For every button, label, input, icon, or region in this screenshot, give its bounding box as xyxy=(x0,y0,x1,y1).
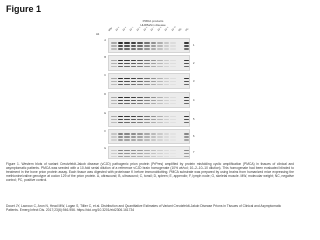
blot-band xyxy=(118,66,124,68)
blot-band xyxy=(137,97,143,99)
lane-label: 10⁻⁵ xyxy=(135,26,142,32)
blot-band xyxy=(184,81,190,83)
blot-band xyxy=(131,63,137,65)
lane-label: 10⁻⁷ xyxy=(149,26,156,32)
blot-band xyxy=(144,103,150,105)
blot-band xyxy=(124,100,130,102)
blot-band xyxy=(111,66,117,68)
blot-band xyxy=(144,122,150,124)
blot-band xyxy=(164,116,170,118)
panel-label-right: 2 xyxy=(193,61,195,65)
blot-panel xyxy=(108,73,190,89)
blot-band xyxy=(118,103,124,105)
blot-band xyxy=(137,150,143,152)
blot-band xyxy=(184,156,190,158)
blot-band xyxy=(151,133,157,135)
blot-band xyxy=(170,60,176,62)
blot-band xyxy=(124,42,130,44)
blot-band xyxy=(131,60,137,62)
blot-band xyxy=(144,156,150,158)
figure-caption: Figure 1. Western blots of variant Creutzfeldt-Jakob disease (vCJD) pathogenic prion protein (PrPres) amplified by protein misfolding cyclic amplification (PMCA) in tissues of clinical and asymptomatic patients. PMCA was seeded with a 10-fold serial dilution of a reference vCJD brain homogenate (10% wt/vol; 10–2–10–10 dilution). This homogenate had been evaluated blinded to treatment in the bone prion protein assay. Each tissue was digested with proteinase K before immunoblotting. PMCA substrate was prepared by using brains from humanized mice expressing the methionine/valine genotype at codon 129 of the prion protein. A, ultrasound; B, ultrasound; C, tonsil; D, spleen; E, appendix; F, lymph node; G, skeletal muscle. MW, molecular weight; NC, negative control; PC, positive control. xyxy=(6,162,294,183)
blot-band xyxy=(111,150,117,152)
blot-band xyxy=(144,78,150,80)
blot-band xyxy=(111,133,117,135)
blot-band xyxy=(170,156,176,158)
panel-label-right: 5 xyxy=(193,117,195,121)
blot-band xyxy=(151,97,157,99)
blot-band xyxy=(131,153,137,155)
blot-band xyxy=(151,153,157,155)
blot-band xyxy=(184,42,190,44)
blot-band xyxy=(164,45,170,47)
blot-band xyxy=(164,139,170,141)
blot-band xyxy=(144,133,150,135)
blot-band xyxy=(137,84,143,86)
blot-band xyxy=(184,45,190,47)
blot-band xyxy=(131,45,137,47)
blot-band xyxy=(111,63,117,65)
blot-band xyxy=(151,42,157,44)
blot-band xyxy=(137,78,143,80)
blot-band xyxy=(157,97,163,99)
blot-band xyxy=(184,60,190,62)
lane-label: 10⁻⁴ xyxy=(128,26,135,32)
blot-band xyxy=(144,48,150,50)
blot-band xyxy=(157,119,163,121)
lane-label: 10⁻⁹ xyxy=(163,26,170,32)
blot-band xyxy=(124,139,130,141)
blot-band xyxy=(118,156,124,158)
blot-band xyxy=(118,119,124,121)
blot-band xyxy=(144,84,150,86)
lane-label: 10⁻³ xyxy=(121,26,128,32)
blot-band xyxy=(184,63,190,65)
blot-band xyxy=(184,150,190,152)
blot-band xyxy=(137,42,143,44)
lane-label: 10⁻² xyxy=(114,26,121,32)
blot-band xyxy=(124,81,130,83)
blot-band xyxy=(184,133,190,135)
blot-band xyxy=(157,116,163,118)
blot-band xyxy=(184,66,190,68)
blot-band xyxy=(124,116,130,118)
blot-band xyxy=(157,100,163,102)
blot-band xyxy=(118,150,124,152)
blot-band xyxy=(157,136,163,138)
panel-label-right: 1 xyxy=(193,44,195,47)
blot-band xyxy=(137,45,143,47)
blot-band xyxy=(164,136,170,138)
blot-band xyxy=(111,78,117,80)
blot-band xyxy=(111,60,117,62)
blot-band xyxy=(124,60,130,62)
lane-labels xyxy=(104,25,204,37)
blot-band xyxy=(157,60,163,62)
blot-band xyxy=(111,119,117,121)
blot-band xyxy=(111,97,117,99)
blot-band xyxy=(164,100,170,102)
blot-band xyxy=(157,133,163,135)
blot-band xyxy=(151,63,157,65)
blot-band xyxy=(137,119,143,121)
blot-band xyxy=(137,139,143,141)
blot-band xyxy=(111,48,117,50)
blot-band xyxy=(118,100,124,102)
blot-band xyxy=(111,122,117,124)
blot-panel xyxy=(108,55,190,71)
lane-label: 10⁻⁶ xyxy=(142,26,149,32)
blot-band xyxy=(137,156,143,158)
blot-band xyxy=(164,81,170,83)
panel-label-right: 7 xyxy=(193,151,195,154)
blot-band xyxy=(137,60,143,62)
blot-band xyxy=(131,103,137,105)
blot-band xyxy=(164,119,170,121)
blot-band xyxy=(131,84,137,86)
blot-band xyxy=(184,103,190,105)
blot-band xyxy=(118,63,124,65)
blot-band xyxy=(131,66,137,68)
blot-band xyxy=(137,136,143,138)
blot-band xyxy=(118,139,124,141)
blot-panel xyxy=(108,129,190,144)
blot-band xyxy=(170,48,176,50)
blot-band xyxy=(131,100,137,102)
blot-band xyxy=(144,66,150,68)
blot-band xyxy=(164,42,170,44)
blot-band xyxy=(124,153,130,155)
blot-band xyxy=(137,63,143,65)
blot-band xyxy=(170,42,176,44)
blot-band xyxy=(170,153,176,155)
blot-band xyxy=(118,97,124,99)
blot-band xyxy=(144,150,150,152)
blot-band xyxy=(144,42,150,44)
blot-band xyxy=(124,63,130,65)
blot-band xyxy=(184,78,190,80)
blot-band xyxy=(157,45,163,47)
blot-band xyxy=(144,153,150,155)
blot-band xyxy=(151,60,157,62)
blot-band xyxy=(111,139,117,141)
blot-band xyxy=(157,78,163,80)
blot-band xyxy=(118,136,124,138)
blot-band xyxy=(184,48,190,50)
blot-band xyxy=(164,48,170,50)
blot-band xyxy=(170,122,176,124)
figure-title: Figure 1 xyxy=(6,4,42,14)
blot-band xyxy=(111,100,117,102)
blot-band xyxy=(111,84,117,86)
blot-band xyxy=(131,116,137,118)
blot-band xyxy=(118,42,124,44)
figure-citation: Douet JY, Lacroux C, Aron N, Head MW, Lugan S, Tillier C, et al. Distribution and Quantitative Estimates of Variant Creutzfeldt-Jakob Disease Prions in Tissues of Clinical and Asymptomatic Patients. Emerg Infect Dis. 2017;23(6):946-956. https://doi.org/10.3201/eid2306.161734 xyxy=(6,204,282,213)
blot-band xyxy=(124,48,130,50)
blot-band xyxy=(164,103,170,105)
blot-band xyxy=(111,103,117,105)
blot-band xyxy=(164,66,170,68)
blot-band xyxy=(164,153,170,155)
blot-band xyxy=(164,84,170,86)
blot-band xyxy=(137,48,143,50)
lane-label: 10⁻⁸ xyxy=(156,26,163,32)
blot-band xyxy=(137,81,143,83)
blot-band xyxy=(124,122,130,124)
blot-band xyxy=(144,100,150,102)
blot-band xyxy=(157,63,163,65)
panel-label-right: 3 xyxy=(193,79,195,83)
blot-band xyxy=(170,66,176,68)
blot-band xyxy=(137,103,143,105)
blot-band xyxy=(137,100,143,102)
blot-band xyxy=(137,133,143,135)
blot-band xyxy=(170,103,176,105)
blot-band xyxy=(151,116,157,118)
blot-band xyxy=(151,84,157,86)
blot-band xyxy=(157,150,163,152)
blot-band xyxy=(137,122,143,124)
blot-band xyxy=(111,156,117,158)
blot-band xyxy=(118,153,124,155)
blot-band xyxy=(170,78,176,80)
blot-band xyxy=(151,139,157,141)
blot-band xyxy=(124,119,130,121)
blot-band xyxy=(131,81,137,83)
blot-band xyxy=(184,116,190,118)
blot-band xyxy=(151,66,157,68)
panel-label-right: 6 xyxy=(193,135,195,138)
blot-band xyxy=(131,156,137,158)
blot-panel xyxy=(108,92,190,108)
lane-label: MW xyxy=(107,26,114,32)
blot-band xyxy=(131,78,137,80)
panel-label-left: B xyxy=(104,56,106,59)
blot-band xyxy=(118,48,124,50)
blot-band xyxy=(144,119,150,121)
blot-band xyxy=(184,97,190,99)
blot-band xyxy=(124,66,130,68)
blot-band xyxy=(144,63,150,65)
panel-label-right: 4 xyxy=(193,98,195,102)
blot-band xyxy=(164,156,170,158)
blot-band xyxy=(164,78,170,80)
blot-band xyxy=(144,97,150,99)
blot-band xyxy=(151,81,157,83)
blot-band xyxy=(111,45,117,47)
blot-band xyxy=(170,139,176,141)
blot-band xyxy=(151,119,157,121)
blot-band xyxy=(151,103,157,105)
blot-band xyxy=(131,150,137,152)
blot-band xyxy=(164,97,170,99)
blot-band xyxy=(118,60,124,62)
blot-header-line-2: HLRBaSm disease xyxy=(140,22,166,27)
blot-band xyxy=(124,133,130,135)
blot-band xyxy=(184,119,190,121)
blot-band xyxy=(118,122,124,124)
blot-band xyxy=(118,84,124,86)
blot-band xyxy=(151,48,157,50)
blot-band xyxy=(131,133,137,135)
blot-band xyxy=(184,136,190,138)
blot-band xyxy=(144,116,150,118)
panel-label-left: G xyxy=(104,147,106,150)
blot-band xyxy=(137,116,143,118)
blot-band xyxy=(137,153,143,155)
blot-band xyxy=(131,136,137,138)
blot-band xyxy=(164,133,170,135)
blot-band xyxy=(118,45,124,47)
panel-label-left: C xyxy=(104,74,106,77)
blot-band xyxy=(170,133,176,135)
blot-band xyxy=(111,42,117,44)
panel-label-left: F xyxy=(104,130,106,133)
blot-header-line-1: PMDA products xyxy=(142,19,164,23)
lane-label: 10⁻¹⁰ xyxy=(170,25,178,32)
blot-band xyxy=(124,103,130,105)
blot-band xyxy=(118,78,124,80)
blot-band xyxy=(170,45,176,47)
blot-band xyxy=(184,100,190,102)
blot-band xyxy=(151,45,157,47)
blot-panel xyxy=(108,146,190,159)
blot-band xyxy=(170,81,176,83)
blot-band xyxy=(170,97,176,99)
blot-band xyxy=(170,119,176,121)
blot-band xyxy=(151,150,157,152)
panel-label-left: A xyxy=(104,39,106,42)
blot-band xyxy=(124,97,130,99)
blot-band xyxy=(164,122,170,124)
blot-band xyxy=(157,139,163,141)
blot-band xyxy=(157,48,163,50)
blot-band xyxy=(131,139,137,141)
blot-band xyxy=(164,60,170,62)
panel-label-left: E xyxy=(104,112,106,115)
panel-label-left: D xyxy=(104,93,106,96)
blot-band xyxy=(151,156,157,158)
blot-band xyxy=(157,84,163,86)
blot-band xyxy=(111,116,117,118)
blot-band xyxy=(170,84,176,86)
lane-label: NC xyxy=(177,27,183,32)
blot-band xyxy=(157,81,163,83)
blot-band xyxy=(157,66,163,68)
blot-band xyxy=(144,81,150,83)
blot-band xyxy=(131,119,137,121)
blot-band xyxy=(170,63,176,65)
blot-band xyxy=(151,78,157,80)
blot-band xyxy=(157,153,163,155)
blot-band xyxy=(118,81,124,83)
blot-band xyxy=(164,63,170,65)
blot-band xyxy=(124,45,130,47)
lane-label: PC xyxy=(184,27,190,32)
blot-band xyxy=(144,139,150,141)
blot-band xyxy=(131,122,137,124)
antibody-label: Ab xyxy=(96,33,100,36)
blot-band xyxy=(151,100,157,102)
blot-band xyxy=(157,122,163,124)
blot-band xyxy=(124,84,130,86)
blot-band xyxy=(157,156,163,158)
blot-band xyxy=(131,48,137,50)
blot-band xyxy=(131,97,137,99)
blot-band xyxy=(137,66,143,68)
blot-band xyxy=(111,136,117,138)
blot-band xyxy=(170,136,176,138)
blot-panel xyxy=(108,111,190,127)
blot-band xyxy=(151,136,157,138)
blot-band xyxy=(118,133,124,135)
blot-panel xyxy=(108,38,190,53)
blot-band xyxy=(170,116,176,118)
blot-band xyxy=(170,150,176,152)
blot-band xyxy=(184,122,190,124)
blot-band xyxy=(151,122,157,124)
blot-band xyxy=(157,103,163,105)
blot-band xyxy=(184,139,190,141)
blot-band xyxy=(111,81,117,83)
blot-band xyxy=(170,100,176,102)
blot-band xyxy=(144,136,150,138)
blot-band xyxy=(111,153,117,155)
blot-band xyxy=(124,156,130,158)
blot-band xyxy=(184,153,190,155)
blot-band xyxy=(118,116,124,118)
blot-band xyxy=(144,60,150,62)
blot-band xyxy=(131,42,137,44)
blot-band xyxy=(164,150,170,152)
blot-band xyxy=(184,84,190,86)
blot-band xyxy=(124,136,130,138)
blot-band xyxy=(144,45,150,47)
blot-band xyxy=(124,150,130,152)
blot-band xyxy=(157,42,163,44)
blot-band xyxy=(124,78,130,80)
